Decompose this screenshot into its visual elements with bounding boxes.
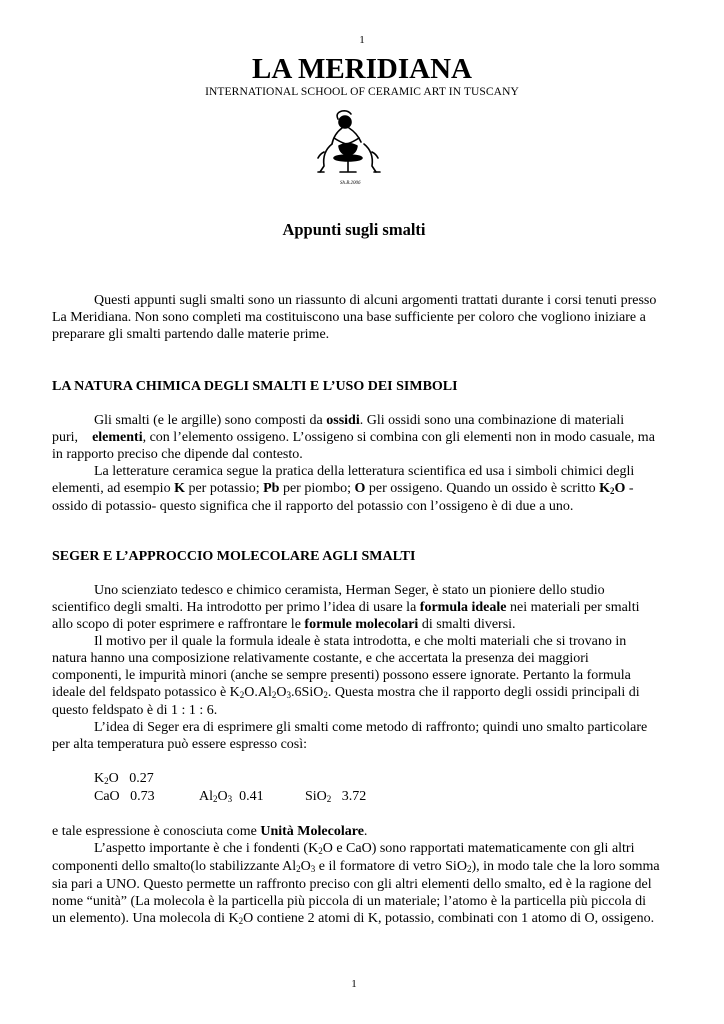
- section2-paragraph-4: e tale espressione è conosciuta come Unità Molecolare.: [52, 824, 368, 839]
- unity-formula: [94, 770, 660, 806]
- document-body: [52, 292, 660, 928]
- section2-heading: SEGER E L’APPROCCIO MOLECOLARE AGLI SMALTI: [52, 549, 416, 564]
- formula-row-2: CaO 0.73 $Al_2O_3$ 0.41 SiO$_2$ 3.72: [94, 789, 367, 804]
- section2-paragraph-2: Il motivo per il quale la formula ideale è stata introdotta, e che molti materiali che si trovano in natura hanno una composizione relativamente costante, e che accertata la presenza dei maggiori componenti, le impurità minori (anche se sempre presenti) possono essere ignorate. Pertanto la formula ideale del feldspato potassico è $K_2O.Al_2O_3.6SiO_2$. Questa mostra che il rapporto degli ossidi principali di questo feldspato è di 1 : 1 : 6.: [52, 634, 640, 718]
- section2-paragraph-3: L’idea di Seger era di esprimere gli smalti come metodo di raffronto; quindi uno smalto particolare per alta temperatura può essere espresso così:: [52, 720, 648, 752]
- section1-paragraph-1: Gli smalti (e le argille) sono composti da ossidi. Gli ossidi sono una combinazione di materiali puri, elementi, con l’elemento ossigeno. L’ossigeno si combina con gli elementi non in modo casuale, ma in rapporto preciso che dipende dal contesto.: [52, 413, 655, 462]
- page-number-bottom: 1: [351, 978, 357, 990]
- page-number-top: 1: [359, 34, 365, 46]
- section1-paragraph-2: La letterature ceramica segue la pratica della letteratura scientifica ed usa i simboli chimici degli elementi, ad esempio K per potassio; Pb per piombo; O per ossigeno. Quando un ossido è scritto $K_2O$ -ossido di potassio- questo significa che il rapporto del potassio con l’ossigeno è di due a uno.: [52, 464, 635, 514]
- section2-paragraph-5: L’aspetto importante è che i fondenti ($K_2O$ e CaO) sono rapportati matematicamente con gli altri componenti dello smalto(lo stabilizzante $Al_2O_3$ e il formatore di vetro SiO$_2$), in modo tale che la loro somma sia pari a UNO. Questo permette un raffronto preciso con gli altri elementi dello smalto, ed è la ragione del nome “unità” (La molecola è la particella più piccola di un materiale; l’atomo è la particella più piccola di un elemento). Una molecola di $K_2O$ contiene 2 atomi di K, potassio, combinati con 1 atomo di O, ossigeno.: [52, 841, 660, 926]
- logo-signature: Sh.B.2006: [340, 181, 361, 186]
- potter-logo-icon: [312, 108, 384, 188]
- document-title: Appunti sugli smalti: [282, 220, 426, 239]
- school-subtitle: INTERNATIONAL SCHOOL OF CERAMIC ART IN TUSCANY: [205, 86, 519, 98]
- section2-paragraph-1: Uno scienziato tedesco e chimico ceramista, Herman Seger, è stato un pioniere dello studio scientifico degli smalti. Ha introdotto per primo l’idea di usare la formula ideale nei materiali per smalti allo scopo di poter esprimere e raffrontare le formule molecolari di smalti diversi.: [52, 583, 640, 632]
- formula-row-1: $K_2O$ 0.27: [94, 771, 154, 786]
- section1-heading: LA NATURA CHIMICA DEGLI SMALTI E L’USO DEI SIMBOLI: [52, 379, 458, 394]
- school-name: LA MERIDIANA: [252, 53, 472, 85]
- k2o-formula: $K_2O$: [599, 481, 626, 496]
- intro-paragraph: Questi appunti sugli smalti sono un riassunto di alcuni argomenti trattati durante i corsi tenuti presso La Meridiana. Non sono completi ma costituiscono una base sufficiente per coloro che vogliono iniziare a preparare gli smalti partendo dalle materie prime.: [52, 293, 657, 342]
